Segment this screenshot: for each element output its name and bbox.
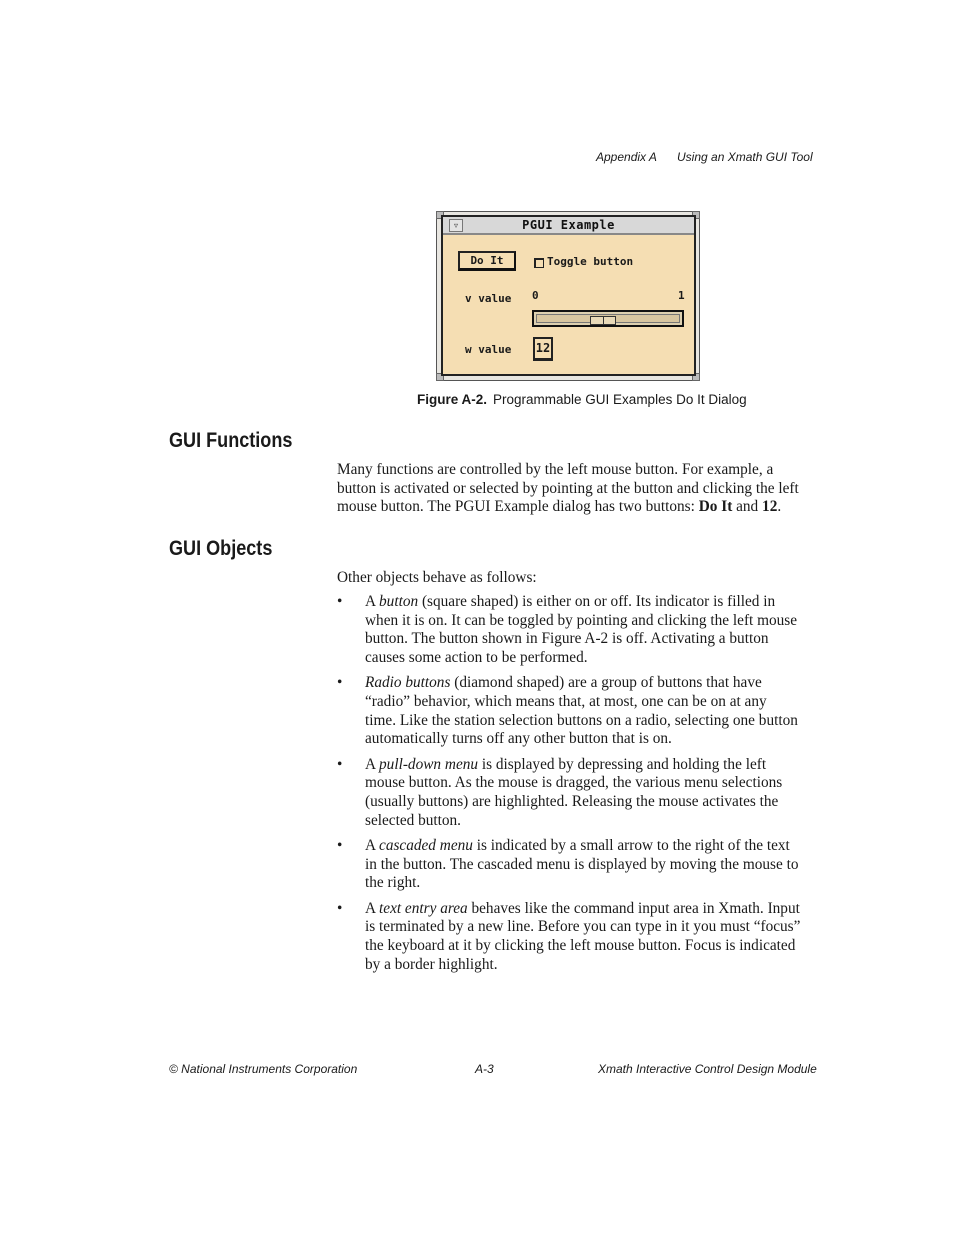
- figure-caption-text: Programmable GUI Examples Do It Dialog: [493, 392, 747, 407]
- header-chapter: Using an Xmath GUI Tool: [677, 150, 813, 164]
- v-value-slider[interactable]: [532, 310, 684, 327]
- footer-copyright: © National Instruments Corporation: [169, 1062, 358, 1076]
- window-frame: [441, 215, 696, 376]
- window-titlebar[interactable]: [443, 217, 694, 235]
- bullet: •: [337, 593, 343, 610]
- bullet-term: pull-down menu: [379, 755, 479, 773]
- pgui-example-window: [436, 211, 700, 381]
- bullet-term: text entry area: [379, 899, 468, 917]
- bullet: •: [337, 899, 343, 917]
- bullet-text: behaves like the command input area in Xmath. Input is terminated by a new line. Before you can type in it you must “focus” the keyboard at it by clicking the left mouse button. Focus is indicated by a border highlight.: [365, 899, 801, 973]
- bullet-pre: A: [365, 899, 380, 917]
- bullet-term: button: [379, 593, 419, 610]
- list-item: [337, 674, 801, 749]
- bullet-text: (diamond shaped) are a group of buttons that have “radio” behavior, which means that, at most, one can be on at any time. Like the station selection buttons on a radio, selecting one button automatically turns off any other button that is on.: [365, 674, 798, 748]
- toggle-label: Toggle button: [547, 255, 634, 268]
- window-title: PGUI Example: [522, 218, 615, 232]
- bullet-text: is displayed by depressing and holding the left mouse button. As the mouse is dragged, the various menu selections (usually buttons) are highlighted. Releasing the mouse activates the selected button.: [365, 755, 783, 829]
- slider-min-label: 0: [532, 289, 539, 302]
- functions-bold-doit: Do It: [698, 498, 733, 516]
- section-title-gui-objects: GUI Objects: [169, 537, 273, 560]
- figure-caption-label: Figure A-2.: [417, 392, 488, 407]
- list-item: [337, 593, 801, 668]
- footer-page-number: A-3: [475, 1062, 494, 1076]
- header-appendix: Appendix A: [596, 150, 657, 164]
- bullet-term: Radio buttons: [365, 674, 451, 692]
- footer-title: Xmath Interactive Control Design Module: [598, 1062, 817, 1076]
- slider-thumb-tick: [603, 317, 604, 325]
- bullet: •: [337, 755, 343, 773]
- functions-and: and: [732, 498, 763, 516]
- bullet: •: [337, 674, 343, 692]
- do-it-button[interactable]: Do It: [458, 251, 516, 271]
- bullet-pre: A: [365, 836, 380, 854]
- slider-track: [536, 314, 680, 323]
- gui-objects-intro: Other objects behave as follows:: [337, 569, 537, 586]
- slider-max-label: 1: [678, 289, 685, 302]
- bullet-pre: A: [365, 593, 380, 610]
- functions-text: Many functions are controlled by the left mouse button. For example, a button is activated or selected by pointing at the button and clicking the left mouse button. The PGUI Example dialog has two buttons:: [337, 461, 799, 516]
- gui-objects-list: [337, 593, 801, 981]
- section-title-gui-functions: GUI Functions: [169, 429, 293, 452]
- slider-thumb[interactable]: [590, 316, 616, 325]
- bullet-text: is indicated by a small arrow to the right of the text in the button. The cascaded menu is displayed by moving the mouse to the right.: [365, 836, 799, 892]
- list-item: [337, 900, 801, 975]
- gui-functions-paragraph: [337, 461, 801, 517]
- functions-end: .: [777, 498, 782, 516]
- list-item: [337, 756, 801, 831]
- bullet-term: cascaded menu: [379, 836, 473, 854]
- bullet: •: [337, 836, 343, 854]
- figure-caption: [417, 392, 747, 407]
- bullet-text: (square shaped) is either on or off. Its indicator is filled in when it is on. It can be toggled by pointing and clicking the left mouse button. The button shown in Figure A-2 is off. Activating a button causes some action to be performed.: [365, 593, 798, 667]
- window-menu-icon[interactable]: ▿: [449, 219, 463, 232]
- toggle-checkbox[interactable]: [534, 258, 544, 268]
- w-value-button[interactable]: 12: [533, 337, 553, 361]
- list-item: [337, 837, 801, 893]
- v-value-label: v value: [465, 292, 512, 305]
- bullet-pre: A: [365, 755, 380, 773]
- w-value-label: w value: [465, 343, 512, 356]
- functions-bold-12: 12: [762, 498, 778, 516]
